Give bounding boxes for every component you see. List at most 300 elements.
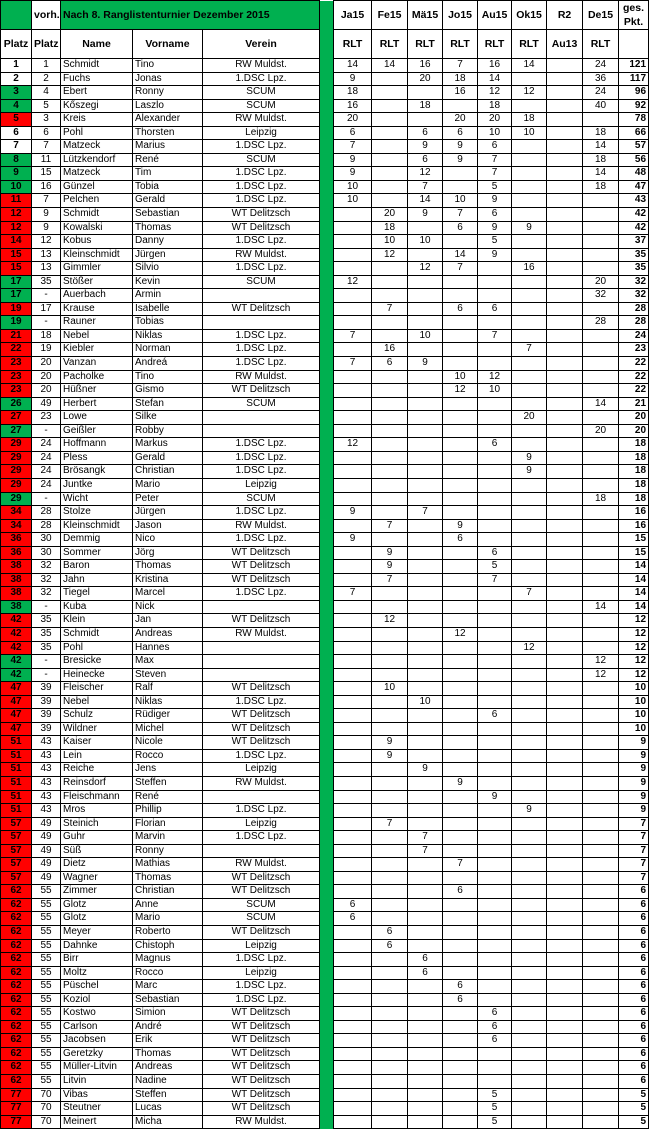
score-cell (443, 1088, 478, 1102)
score-cell: 9 (443, 776, 478, 790)
score-cell: 12 (443, 627, 478, 641)
score-cell: 14 (583, 167, 619, 181)
verein-cell: WT Delitzsch (203, 573, 320, 587)
prev-rank-cell: 12 (32, 235, 61, 249)
score-cell: 7 (478, 573, 512, 587)
score-cell (583, 722, 619, 736)
score-cell: 6 (443, 980, 478, 994)
score-cell (408, 397, 443, 411)
score-cell (583, 858, 619, 872)
rank-cell: 57 (1, 871, 32, 885)
score-cell (372, 695, 408, 709)
total-cell: 21 (619, 397, 649, 411)
rank-cell: 38 (1, 600, 32, 614)
score-cell (334, 776, 372, 790)
prev-rank-cell: 35 (32, 627, 61, 641)
separator (320, 804, 334, 818)
score-cell: 7 (408, 844, 443, 858)
score-cell (583, 587, 619, 601)
score-cell (372, 844, 408, 858)
verein-cell: RW Muldst. (203, 113, 320, 127)
separator (320, 953, 334, 967)
score-cell (512, 519, 547, 533)
score-cell (547, 709, 583, 723)
separator (320, 451, 334, 465)
verein-cell: RW Muldst. (203, 59, 320, 73)
score-cell: 14 (372, 59, 408, 73)
table-row (1, 59, 649, 73)
prev-rank-cell: 49 (32, 871, 61, 885)
score-cell: 9 (334, 506, 372, 520)
verein-cell: 1.DSC Lpz. (203, 804, 320, 818)
total-cell: 9 (619, 749, 649, 763)
verein-cell: WT Delitzsch (203, 208, 320, 222)
score-cell (547, 749, 583, 763)
score-cell (334, 235, 372, 249)
vorname-cell: Andreá (133, 357, 203, 371)
total-cell: 9 (619, 776, 649, 790)
score-cell (583, 885, 619, 899)
score-cell (478, 763, 512, 777)
score-cell: 20 (478, 113, 512, 127)
prev-rank-cell: 49 (32, 844, 61, 858)
total-cell: 10 (619, 695, 649, 709)
verein-cell (203, 844, 320, 858)
score-cell (512, 167, 547, 181)
score-cell (334, 1047, 372, 1061)
total-cell: 18 (619, 492, 649, 506)
prev-rank-cell: 17 (32, 302, 61, 316)
prev-rank-cell: 43 (32, 776, 61, 790)
rank-cell: 47 (1, 722, 32, 736)
total-cell: 22 (619, 357, 649, 371)
score-cell (547, 424, 583, 438)
score-cell (334, 221, 372, 235)
rank-cell: 23 (1, 357, 32, 371)
score-cell (443, 329, 478, 343)
table-row (1, 357, 649, 371)
score-cell (443, 357, 478, 371)
score-cell (443, 655, 478, 669)
vorname-cell: Nadine (133, 1075, 203, 1089)
table-row (1, 736, 649, 750)
score-cell (443, 1102, 478, 1116)
score-cell (547, 506, 583, 520)
rank-cell: 29 (1, 465, 32, 479)
score-cell (478, 533, 512, 547)
score-cell (372, 384, 408, 398)
tournament-title: Nach 8. Ranglistenturnier Dezember 2015 (61, 1, 320, 30)
score-cell: 14 (583, 600, 619, 614)
score-cell (547, 167, 583, 181)
name-cell: Lowe (61, 411, 133, 425)
vorname-cell: Andreas (133, 1061, 203, 1075)
separator (320, 59, 334, 73)
score-cell: 7 (372, 519, 408, 533)
score-cell (583, 451, 619, 465)
total-cell: 12 (619, 614, 649, 628)
separator (320, 533, 334, 547)
score-cell (372, 438, 408, 452)
score-cell (512, 1020, 547, 1034)
score-cell (478, 817, 512, 831)
score-cell (583, 262, 619, 276)
score-cell (512, 533, 547, 547)
score-cell (547, 302, 583, 316)
score-cell (583, 302, 619, 316)
score-cell: 9 (512, 804, 547, 818)
table-row (1, 86, 649, 100)
score-cell: 40 (583, 99, 619, 113)
vorname-cell: Tino (133, 59, 203, 73)
score-cell: 12 (372, 248, 408, 262)
score-cell (334, 993, 372, 1007)
total-cell: 20 (619, 411, 649, 425)
score-cell (547, 59, 583, 73)
total-cell: 117 (619, 72, 649, 86)
name-cell: Lein (61, 749, 133, 763)
score-cell (408, 492, 443, 506)
total-cell: 18 (619, 478, 649, 492)
rank-cell: 42 (1, 627, 32, 641)
type-header: RLT (512, 30, 547, 59)
separator (320, 817, 334, 831)
name-cell: Wicht (61, 492, 133, 506)
verein-cell (203, 655, 320, 669)
vorname-cell: Kristina (133, 573, 203, 587)
vorname-cell: Phillip (133, 804, 203, 818)
vorname-cell: Christian (133, 465, 203, 479)
prev-rank-cell: 5 (32, 99, 61, 113)
score-cell (408, 478, 443, 492)
score-cell (443, 506, 478, 520)
score-cell: 6 (478, 438, 512, 452)
separator (320, 871, 334, 885)
rank-cell: 51 (1, 736, 32, 750)
score-cell (443, 316, 478, 330)
prev-rank-cell: 18 (32, 329, 61, 343)
name-cell: Moltz (61, 966, 133, 980)
separator (320, 72, 334, 86)
score-cell: 20 (443, 113, 478, 127)
table-row (1, 993, 649, 1007)
score-cell (443, 817, 478, 831)
type-header: RLT (583, 30, 619, 59)
table-row (1, 438, 649, 452)
total-cell: 6 (619, 993, 649, 1007)
platz-header-blank (1, 1, 32, 30)
total-cell: 7 (619, 831, 649, 845)
score-cell (372, 885, 408, 899)
score-cell (443, 235, 478, 249)
score-cell (334, 492, 372, 506)
score-cell: 10 (408, 329, 443, 343)
score-cell (547, 844, 583, 858)
table-row (1, 1102, 649, 1116)
table-row (1, 709, 649, 723)
score-cell (547, 262, 583, 276)
score-cell (478, 858, 512, 872)
score-cell: 18 (443, 72, 478, 86)
table-row (1, 898, 649, 912)
table-row (1, 587, 649, 601)
total-cell: 6 (619, 885, 649, 899)
score-cell (512, 208, 547, 222)
total-cell: 10 (619, 709, 649, 723)
score-cell (334, 844, 372, 858)
vorname-cell: Sebastian (133, 993, 203, 1007)
prev-rank-cell: 28 (32, 506, 61, 520)
score-cell (512, 248, 547, 262)
rank-cell: 77 (1, 1102, 32, 1116)
verein-cell: Leipzig (203, 478, 320, 492)
table-row (1, 451, 649, 465)
score-cell (372, 655, 408, 669)
score-cell (443, 600, 478, 614)
score-cell (334, 451, 372, 465)
score-cell (372, 1075, 408, 1089)
rank-cell: 62 (1, 980, 32, 994)
score-cell (547, 573, 583, 587)
name-cell: Bresicke (61, 655, 133, 669)
score-cell (583, 573, 619, 587)
score-cell: 7 (443, 262, 478, 276)
score-cell (334, 289, 372, 303)
score-cell (547, 153, 583, 167)
name-cell: Schulz (61, 709, 133, 723)
prev-rank-cell: 43 (32, 763, 61, 777)
total-cell: 56 (619, 153, 649, 167)
score-cell (547, 939, 583, 953)
score-cell (408, 912, 443, 926)
rank-cell: 26 (1, 397, 32, 411)
total-cell: 92 (619, 99, 649, 113)
rank-cell: 62 (1, 1061, 32, 1075)
score-cell (583, 370, 619, 384)
name-cell: Krause (61, 302, 133, 316)
score-cell (443, 465, 478, 479)
table-row (1, 600, 649, 614)
vorname-cell: Gerald (133, 451, 203, 465)
score-cell (478, 600, 512, 614)
prev-rank-cell: 2 (32, 72, 61, 86)
score-cell (512, 627, 547, 641)
rank-cell: 29 (1, 451, 32, 465)
score-cell: 16 (408, 59, 443, 73)
score-cell (372, 370, 408, 384)
vorname-cell: Tobia (133, 180, 203, 194)
score-cell: 20 (583, 424, 619, 438)
table-row (1, 655, 649, 669)
score-cell (512, 329, 547, 343)
score-cell (583, 912, 619, 926)
score-cell (443, 573, 478, 587)
verein-cell (203, 790, 320, 804)
verein-cell: SCUM (203, 99, 320, 113)
separator (320, 641, 334, 655)
table-row (1, 722, 649, 736)
total-cell: 66 (619, 126, 649, 140)
score-cell: 5 (478, 1115, 512, 1129)
table-row (1, 939, 649, 953)
score-cell (372, 140, 408, 154)
score-cell (547, 587, 583, 601)
name-cell: Herbert (61, 397, 133, 411)
prev-rank-cell: 55 (32, 966, 61, 980)
score-cell: 6 (443, 126, 478, 140)
score-cell (334, 831, 372, 845)
score-cell (512, 140, 547, 154)
score-cell (583, 113, 619, 127)
prev-rank-cell: - (32, 668, 61, 682)
rank-cell: 29 (1, 478, 32, 492)
score-cell: 5 (478, 1102, 512, 1116)
score-cell (547, 682, 583, 696)
total-cell: 14 (619, 600, 649, 614)
total-cell: 43 (619, 194, 649, 208)
rank-cell: 51 (1, 749, 32, 763)
name-cell: Günzel (61, 180, 133, 194)
score-cell (512, 655, 547, 669)
total-cell: 35 (619, 262, 649, 276)
score-cell (372, 424, 408, 438)
score-cell (408, 790, 443, 804)
prev-rank-cell: 55 (32, 1007, 61, 1021)
rank-cell: 38 (1, 560, 32, 574)
prev-rank-cell: 55 (32, 898, 61, 912)
table-row (1, 153, 649, 167)
score-cell: 6 (334, 912, 372, 926)
score-cell: 5 (478, 560, 512, 574)
verein-cell: WT Delitzsch (203, 1007, 320, 1021)
score-cell (547, 695, 583, 709)
rank-cell: 57 (1, 831, 32, 845)
score-cell (547, 72, 583, 86)
score-cell (512, 844, 547, 858)
score-cell (408, 465, 443, 479)
rank-cell: 57 (1, 817, 32, 831)
prev-rank-cell: 4 (32, 86, 61, 100)
score-cell (372, 627, 408, 641)
score-cell (583, 682, 619, 696)
verein-cell: WT Delitzsch (203, 221, 320, 235)
score-cell: 10 (408, 235, 443, 249)
name-cell: Dahnke (61, 939, 133, 953)
score-cell: 9 (372, 546, 408, 560)
total-cell: 14 (619, 573, 649, 587)
rank-cell: 77 (1, 1115, 32, 1129)
prev-rank-cell: 43 (32, 736, 61, 750)
table-row (1, 208, 649, 222)
vorname-cell: Thomas (133, 560, 203, 574)
verein-cell: 1.DSC Lpz. (203, 167, 320, 181)
total-cell: 96 (619, 86, 649, 100)
score-cell (512, 736, 547, 750)
score-cell (408, 709, 443, 723)
name-cell: Kaiser (61, 736, 133, 750)
prev-rank-cell: 43 (32, 804, 61, 818)
total-cell: 23 (619, 343, 649, 357)
total-cell: 6 (619, 939, 649, 953)
score-cell (547, 600, 583, 614)
prev-rank-cell: 9 (32, 208, 61, 222)
score-cell (372, 912, 408, 926)
score-cell: 6 (372, 357, 408, 371)
score-cell: 16 (478, 59, 512, 73)
score-cell (512, 99, 547, 113)
score-cell (478, 641, 512, 655)
total-cell: 12 (619, 641, 649, 655)
score-cell: 7 (334, 587, 372, 601)
table-row (1, 1020, 649, 1034)
score-cell (478, 519, 512, 533)
name-cell: Steutner (61, 1102, 133, 1116)
score-cell (408, 316, 443, 330)
rank-cell: 51 (1, 776, 32, 790)
score-cell (547, 465, 583, 479)
total-cell: 18 (619, 438, 649, 452)
score-cell (408, 898, 443, 912)
score-cell (408, 722, 443, 736)
name-cell: Litvin (61, 1075, 133, 1089)
vorname-cell: Tim (133, 167, 203, 181)
total-cell: 20 (619, 424, 649, 438)
score-cell (372, 722, 408, 736)
score-cell (547, 817, 583, 831)
score-cell: 9 (372, 560, 408, 574)
score-cell (408, 885, 443, 899)
score-cell (512, 72, 547, 86)
score-cell (583, 235, 619, 249)
table-row (1, 858, 649, 872)
vorname-cell: Kevin (133, 275, 203, 289)
score-cell (547, 898, 583, 912)
total-cell: 37 (619, 235, 649, 249)
vorname-cell: Michel (133, 722, 203, 736)
score-cell (478, 871, 512, 885)
table-row (1, 465, 649, 479)
verein-cell: 1.DSC Lpz. (203, 749, 320, 763)
prev-rank-cell: 28 (32, 519, 61, 533)
prev-rank-cell: 55 (32, 912, 61, 926)
score-cell (583, 411, 619, 425)
vorname-cell: Jonas (133, 72, 203, 86)
total-cell: 78 (619, 113, 649, 127)
score-cell (512, 1007, 547, 1021)
name-header: Name (61, 30, 133, 59)
score-cell (547, 1061, 583, 1075)
vorname-cell: Ronny (133, 844, 203, 858)
prev-rank-cell: - (32, 492, 61, 506)
score-cell: 12 (512, 641, 547, 655)
vorname-cell: Gerald (133, 194, 203, 208)
score-cell (547, 86, 583, 100)
score-cell: 20 (512, 411, 547, 425)
verein-cell: WT Delitzsch (203, 722, 320, 736)
score-cell (583, 357, 619, 371)
score-cell (372, 858, 408, 872)
vorname-cell: Jan (133, 614, 203, 628)
total-cell: 47 (619, 180, 649, 194)
score-cell: 6 (408, 953, 443, 967)
separator (320, 1102, 334, 1116)
score-cell (512, 384, 547, 398)
verein-cell (203, 411, 320, 425)
vorname-cell: Magnus (133, 953, 203, 967)
score-cell (547, 275, 583, 289)
score-cell (512, 1034, 547, 1048)
separator (320, 600, 334, 614)
